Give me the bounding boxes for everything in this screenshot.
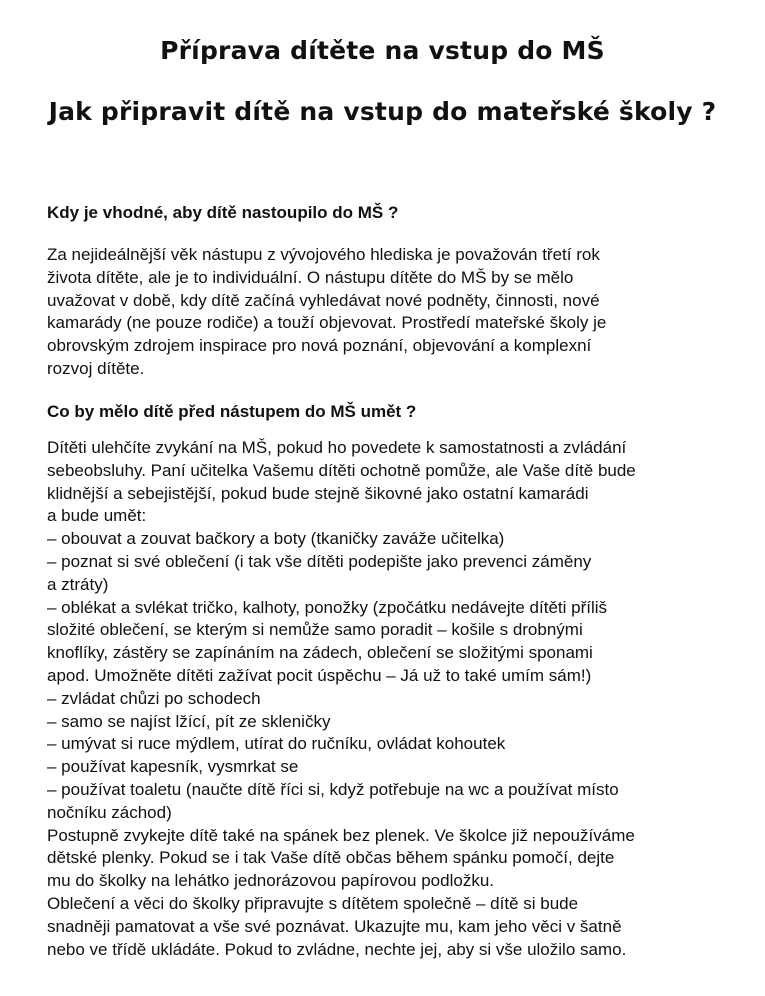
paragraph-line: Oblečení a věci do školky připravujte s dítětem společně – dítě si bude [47,893,579,913]
list-item: – zvládat chůzi po schodech [47,688,261,708]
list-item-continuation: a ztráty) [47,574,109,594]
paragraph-line: uvažovat v době, kdy dítě začíná vyhledávat nové podněty, činnosti, nové [47,290,600,310]
document-title: Příprava dítěte na vstup do MŠ [160,36,605,65]
section-heading-when: Kdy je vhodné, aby dítě nastoupilo do MŠ ? [47,203,399,222]
paragraph-line: snadněji pamatovat a vše své poznávat. Ukazujte mu, kam jeho věci v šatně [47,916,622,936]
list-item-continuation: složité oblečení, se kterým si nemůže samo poradit – košile s drobnými [47,620,583,640]
paragraph-line: sebeobsluhy. Paní učitelka Vašemu dítěti ochotně pomůže, ale Vaše dítě bude [47,460,636,480]
paragraph-line: nebo ve třídě ukládáte. Pokud to zvládne, nechte jej, aby si vše uložilo samo. [47,939,627,959]
paragraph-line: obrovským zdrojem inspirace pro nová poznání, objevování a komplexní [47,336,592,356]
paragraph-line: klidnější a sebejistější, pokud bude stejně šikovné jako ostatní kamarádi [47,483,589,503]
paragraph-line: rozvoj dítěte. [47,358,145,378]
list-item-continuation: apod. Umožněte dítěti zažívat pocit úspěchu – Já už to také umím sám!) [47,665,592,685]
paragraph-line: Postupně zvykejte dítě také na spánek bez plenek. Ve školce již nepoužíváme [47,825,635,845]
list-item-continuation: nočníku záchod) [47,802,172,822]
paragraph-line: života dítěte, ale je to individuální. O nástupu dítěte do MŠ by se mělo [47,267,574,287]
paragraph-line: a bude umět: [47,506,147,526]
paragraph-line: dětské plenky. Pokud se i tak Vaše dítě občas během spánku pomočí, dejte [47,848,615,868]
paragraph-line: mu do školky na lehátko jednorázovou papírovou podložku. [47,871,495,891]
list-item: – umývat si ruce mýdlem, utírat do ručníku, ovládat kohoutek [47,734,506,754]
list-item: – poznat si své oblečení (i tak vše dítěti podepište jako prevenci záměny [47,551,592,571]
list-item-continuation: knoflíky, zástěry se zapínáním na zádech, oblečení se složitými sponami [47,643,593,663]
paragraph-line: Dítěti ulehčíte zvykání na MŠ, pokud ho povedete k samostatnosti a zvládání [47,438,627,457]
section-body-when [47,244,747,381]
section-body-skills [47,437,747,961]
list-item: – samo se najíst lžící, pít ze skleničky [47,711,331,731]
list-item: – používat kapesník, vysmrkat se [47,757,299,777]
list-item: – obouvat a zouvat bačkory a boty (tkaničky zaváže učitelka) [47,529,505,549]
list-item: – oblékat a svlékat tričko, kalhoty, ponožky (zpočátku nedávejte dítěti příliš [47,597,608,617]
section-heading-skills: Co by mělo dítě před nástupem do MŠ umět ? [47,402,417,421]
list-item: – používat toaletu (naučte dítě říci si, když potřebuje na wc a používat místo [47,779,619,799]
document-subtitle: Jak připravit dítě na vstup do mateřské školy ? [48,97,717,126]
paragraph-line: kamarády (ne pouze rodiče) a touží objevovat. Prostředí mateřské školy je [47,313,607,333]
paragraph-line: Za nejideálnější věk nástupu z vývojového hlediska je považován třetí rok [47,245,600,264]
